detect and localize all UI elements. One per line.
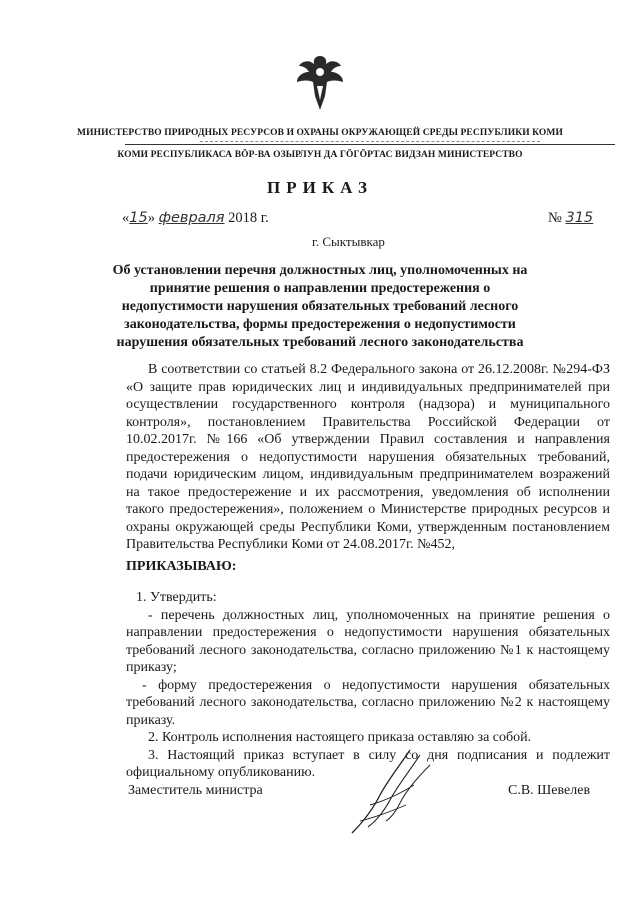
header-divider-dashed (200, 141, 540, 142)
number-value: 315 (565, 210, 594, 226)
coat-of-arms-icon (293, 52, 347, 116)
date-open-quote: « (122, 210, 130, 226)
number-label: № (548, 210, 562, 226)
item-1-list-a: - перечень должностных лиц, уполномоченных на принятие решения о направлении предостережения о недопустимости нарушения обязательных требований лесного законодательства, согласно приложению №1 к настоящему приказу; (126, 607, 610, 675)
order-word: ПРИКАЗЫВАЮ: (126, 559, 237, 574)
document-number (548, 210, 593, 227)
item-1-list-b: - форму предостережения о недопустимости нарушения обязательных требований лесного законодательства, согласно приложению №2 к настоящему приказу. (126, 677, 610, 728)
date-close-quote: » (147, 210, 155, 226)
date-month: февраля (158, 210, 225, 226)
item-1: 1. Утвердить: (136, 590, 217, 605)
handwritten-signature (340, 745, 450, 840)
document-title: ПРИКАЗ (267, 178, 373, 197)
item-3: 3. Настоящий приказ вступает в силу со дня подписания и подлежит официальному опубликованию. (126, 747, 610, 780)
signer-position: Заместитель министра (128, 783, 263, 798)
document-city: г. Сыктывкар (312, 234, 385, 249)
ministry-name-ru: МИНИСТЕРСТВО ПРИРОДНЫХ РЕСУРСОВ И ОХРАНЫ ОКРУЖАЮЩЕЙ СРЕДЫ РЕСПУБЛИКИ КОМИ (77, 128, 563, 138)
preamble-paragraph: В соответствии со статьей 8.2 Федерального закона от 26.12.2008г. №294-ФЗ «О защите прав юридических лиц и индивидуальных предпринимателей при осуществлении государственного контроля (надзора) и муниципального контроля», постановлением Правительства Российской Федерации от 10.02.2017г. №166 «Об утверждении Правил составления и направления предостережения о недопустимости нарушения обязательных требований, подачи юридическим лицом, индивидуальным предпринимателем возражений на такое предостережение и их рассмотрения, уведомления об исполнении такого предостережения», положением о Министерстве природных ресурсов и охраны окружающей среды Республики Коми, утвержденным постановлением Правительства Республики Коми от 24.08.2017г. №452, (126, 362, 610, 552)
item-2: 2. Контроль исполнения настоящего приказа оставляю за собой. (148, 730, 532, 745)
date-day: 15 (129, 210, 148, 226)
preamble (126, 361, 610, 554)
document-date (122, 210, 269, 227)
ministry-name-komi: КОМИ РЕСПУБЛИКАСА ВӦР-ВА ОЗЫРЛУН ДА ГӦГӦРТАС ВИДЗАН МИНИСТЕРСТВО (117, 150, 523, 160)
document-heading: Об установлении перечня должностных лиц, уполномоченных на принятие решения о направлении предостережения о недопустимости нарушения обязательных требований лесного законодательства, формы предостережения о недопустимости нарушения обязательных требований лесного законодательства (112, 263, 528, 350)
date-year: 2018 г. (228, 210, 269, 226)
header-divider (125, 144, 615, 145)
signer-name: С.В. Шевелев (508, 783, 591, 798)
